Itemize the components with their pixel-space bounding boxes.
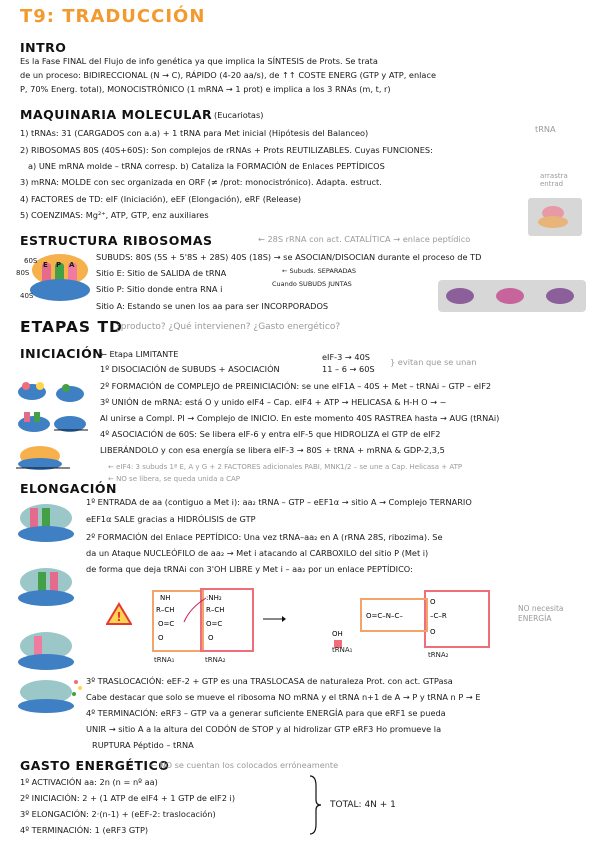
dipeptide-diagram	[360, 590, 490, 650]
svg-text:OH: OH	[332, 630, 343, 638]
svg-text:O: O	[430, 598, 436, 606]
sitio-p-note: Cuando SUBUDS JUNTAS	[272, 280, 352, 288]
estructura-sitio-a: Sitio A: Estando se unen los aa para ser INCORPORADOS	[96, 301, 329, 311]
intro-heading: INTRO	[20, 40, 67, 55]
gasto-line-1: 1º ACTIVACIÓN aa: 2n (n = nº aa)	[20, 777, 158, 787]
svg-text:!: !	[116, 610, 122, 624]
gasto-line-4: 4º TERMINACIÓN: 1 (eRF3 GTP)	[20, 825, 149, 835]
intro-line-1: Es la Fase FINAL del Flujo de info genética ya que implica la SÍNTESIS de Prots. Se trata	[20, 56, 378, 66]
elongacion-step-2: 2º FORMACIÓN del Enlace PEPTÍDICO: Una vez tRNA–aa₂ en A (rRNA 28S, ribozima). Se	[86, 532, 443, 542]
maquinaria-item-1: 1) tRNAs: 31 (CARGADOS con a.a) + 1 tRNA para Met inicial (Hipótesis del Balanceo)	[20, 128, 369, 138]
estructura-subuds: SUBUDS: 80S (5S + 5'8S + 28S) 40S (18S) → se ASOCIAN/DISOCIAN durante el proceso de TD	[96, 252, 482, 262]
reaction-arrow-icon	[262, 614, 286, 624]
svg-text:R–CH: R–CH	[206, 606, 225, 614]
maquinaria-item-2: 2) RIBOSOMAS 80S (40S+60S): Son complejos de rRNAs + Prots REUTILIZABLES. Cuyas FUNCIONES:	[20, 145, 433, 155]
gasto-line-2: 2º INICIACIÓN: 2 + (1 ATP de eIF4 + 1 GTP de eIF2 i)	[20, 793, 236, 803]
maquinaria-item-2b: a) UNE mRNA molde – tRNA corresp. b) Cataliza la FORMACIÓN de Enlaces PEPTÍDICOS	[28, 161, 385, 171]
elongacion-step-1: 1º ENTRADA de aa (contiguo a Met i): aa₂ tRNA – GTP – eEF1α → sitio A → Complejo TERNARIO	[86, 497, 472, 507]
trna1-free-label: tRNA₁	[332, 646, 353, 654]
gasto-line-3: 3º ELONGACIÓN: 2·(n-1) + (eEF-2: traslocación)	[20, 809, 216, 819]
estructura-sitio-p: Sitio P: Sitio donde entra RNA i	[96, 284, 223, 294]
eif3-note: eIF-3 → 40S	[322, 352, 371, 362]
svg-text:R–CH: R–CH	[156, 606, 175, 614]
gasto-total: TOTAL: 4N + 1	[330, 800, 396, 810]
page-title: T9: TRADUCCIÓN	[20, 6, 206, 27]
iniciacion-step-4: 4º ASOCIACIÓN de 60S: Se libera eIF-6 y entra eIF-5 que HIDROLIZA el GTP de eIF2	[100, 429, 441, 439]
warning-icon	[106, 602, 132, 626]
elongacion-step-2b: da un Ataque NUCLEÓFILO de aa₂ → Met i atacando al CARBOXILO del sitio P (Met i)	[86, 548, 429, 558]
estructura-note: ← 28S rRNA con act. CATALÍTICA → enlace peptídico	[258, 234, 471, 244]
elongacion-heading: ELONGACIÓN	[20, 481, 117, 496]
iniciacion-step-3b: Al unirse a Compl. PI → Complejo de INICIO. En este momento 40S RASTREA hasta → AUG (tRNAi)	[100, 413, 500, 423]
svg-text:O: O	[158, 634, 164, 642]
iniciacion-step-4b: LIBERÁNDOLO y con esa energía se libera eIF-3 → 80S + tRNA + mRNA & GDP-2,3,5	[100, 445, 445, 455]
maquinaria-item-4: 4) FACTORES de TD: eIF (Iniciación), eEF (Elongación), eRF (Release)	[20, 194, 302, 204]
initiation-diagram	[10, 372, 98, 472]
gasto-heading: GASTO ENERGÉTICO	[20, 758, 170, 773]
maquinaria-heading-note: (Eucariotas)	[214, 110, 264, 120]
no-libera-note: ← NO se libera, se queda unida a CAP	[108, 475, 241, 483]
svg-text:O: O	[430, 628, 436, 636]
iniciacion-step-3: 3º UNIÓN de mRNA: está O y unido eIF4 – Cap. eIF4 + ATP → HELICASA & H-H O → ~	[100, 397, 447, 407]
arrastra-note: arrastra entrad	[540, 172, 568, 188]
svg-text:O=C–N–C–: O=C–N–C–	[366, 612, 403, 620]
eif6-note: 11 – 6 → 60S	[322, 364, 375, 374]
eif4-note: ← eIF4: 3 subuds 1ª E, A y G + 2 FACTORES adicionales PABI, MNK1/2 – se une a Cap. Helicasa + ATP	[108, 463, 463, 471]
svg-text::NH₂: :NH₂	[206, 594, 222, 602]
trna-note: tRNA	[535, 124, 556, 134]
elongacion-step-4b: UNIR → sitio A a la altura del CODÓN de STOP y al hidrolizar GTP eRF3 Ho promueve la	[86, 724, 442, 734]
estructura-heading: ESTRUCTURA RIBOSOMAS	[20, 233, 213, 248]
elongacion-step-3b: Cabe destacar que solo se mueve el ribosoma NO mRNA y el tRNA n+1 de A → P y tRNA n P → E	[86, 692, 481, 702]
elongation-diagram	[8, 496, 86, 716]
maquinaria-item-5: 5) COENZIMAS: Mg²⁺, ATP, GTP, enz auxiliares	[20, 210, 209, 220]
translation-photo-strip	[438, 280, 586, 312]
svg-text:NH: NH	[160, 594, 171, 602]
sitio-e-note: ← Subuds. SEPARADAS	[282, 267, 356, 275]
label-60s: 60S	[24, 257, 38, 265]
ribosome-photo	[528, 198, 582, 236]
gasto-heading-note: ← NO se cuentan los colocados erróneamente	[150, 760, 339, 770]
iniciacion-heading-note: ← Etapa LIMITANTE	[100, 349, 179, 359]
elongacion-step-3: 3º TRASLOCACIÓN: eEF-2 + GTP es una TRASLOCASA de naturaleza Prot. con act. GTPasa	[86, 676, 453, 686]
no-energy-note: NO necesita ENERGÍA	[518, 604, 564, 623]
iniciacion-heading: INICIACIÓN	[20, 346, 104, 361]
maquinaria-heading: MAQUINARIA MOLECULAR	[20, 107, 213, 122]
peptide-reactants-diagram	[150, 588, 254, 652]
elongacion-step-2c: de forma que deja tRNAi con 3'OH LIBRE y Met i – aa₂ por un enlace PEPTÍDICO:	[86, 564, 413, 574]
elongacion-step-4c: RUPTURA Péptido – tRNA	[92, 740, 194, 750]
site-a-label: A	[69, 261, 75, 269]
iniciacion-step-2: 2º FORMACIÓN de COMPLEJO de PREINICIACIÓN: se une eIF1A – 40S + Met – tRNAi – GTP – eIF2	[100, 381, 492, 391]
label-80s: 80S	[16, 269, 30, 277]
svg-text:–C–R: –C–R	[430, 612, 447, 620]
gasto-brace	[308, 774, 322, 836]
etapas-heading: ETAPAS TD	[20, 318, 123, 336]
intro-line-2: de un proceso: BIDIRECCIONAL (N → C), RÁPIDO (4-20 aa/s), de ↑↑ COSTE ENERG (GTP y ATP, enlace	[20, 70, 436, 80]
elongacion-step-1b: eEF1α SALE gracias a HIDRÓLISIS de GTP	[86, 514, 256, 524]
evitan-note: } evitan que se unan	[390, 357, 477, 367]
label-40s: 40S	[20, 292, 34, 300]
site-e-label: E	[43, 261, 48, 269]
svg-text:O: O	[208, 634, 214, 642]
maquinaria-item-3: 3) mRNA: MOLDE con sec organizada en ORF (≠ /prot: monocistrónico). Adapta. estruct.	[20, 177, 382, 187]
trna1-label: tRNA₁	[154, 656, 175, 664]
trna2-bound-label: tRNA₂	[428, 651, 449, 659]
elongacion-step-4: 4º TERMINACIÓN: eRF3 – GTP va a generar suficiente ENERGÍA para que eRF1 se pueda	[86, 708, 446, 718]
intro-line-3: P, 70% Energ. total), MONOCISTRÓNICO (1 mRNA → 1 prot) e implica a los 3 RNAs (m, t, r)	[20, 84, 391, 94]
site-p-label: P	[56, 261, 62, 269]
iniciacion-step-1: 1º DISOCIACIÓN de SUBUDS + ASOCIACIÓN	[100, 364, 280, 374]
etapas-question: ¿producto? ¿Qué intervienen? ¿Gasto energético?	[116, 322, 341, 332]
estructura-sitio-e: Sitio E: Sitio de SALIDA de tRNA	[96, 268, 227, 278]
svg-text:O=C: O=C	[206, 620, 223, 628]
svg-text:O=C: O=C	[158, 620, 175, 628]
trna2-label: tRNA₂	[205, 656, 226, 664]
